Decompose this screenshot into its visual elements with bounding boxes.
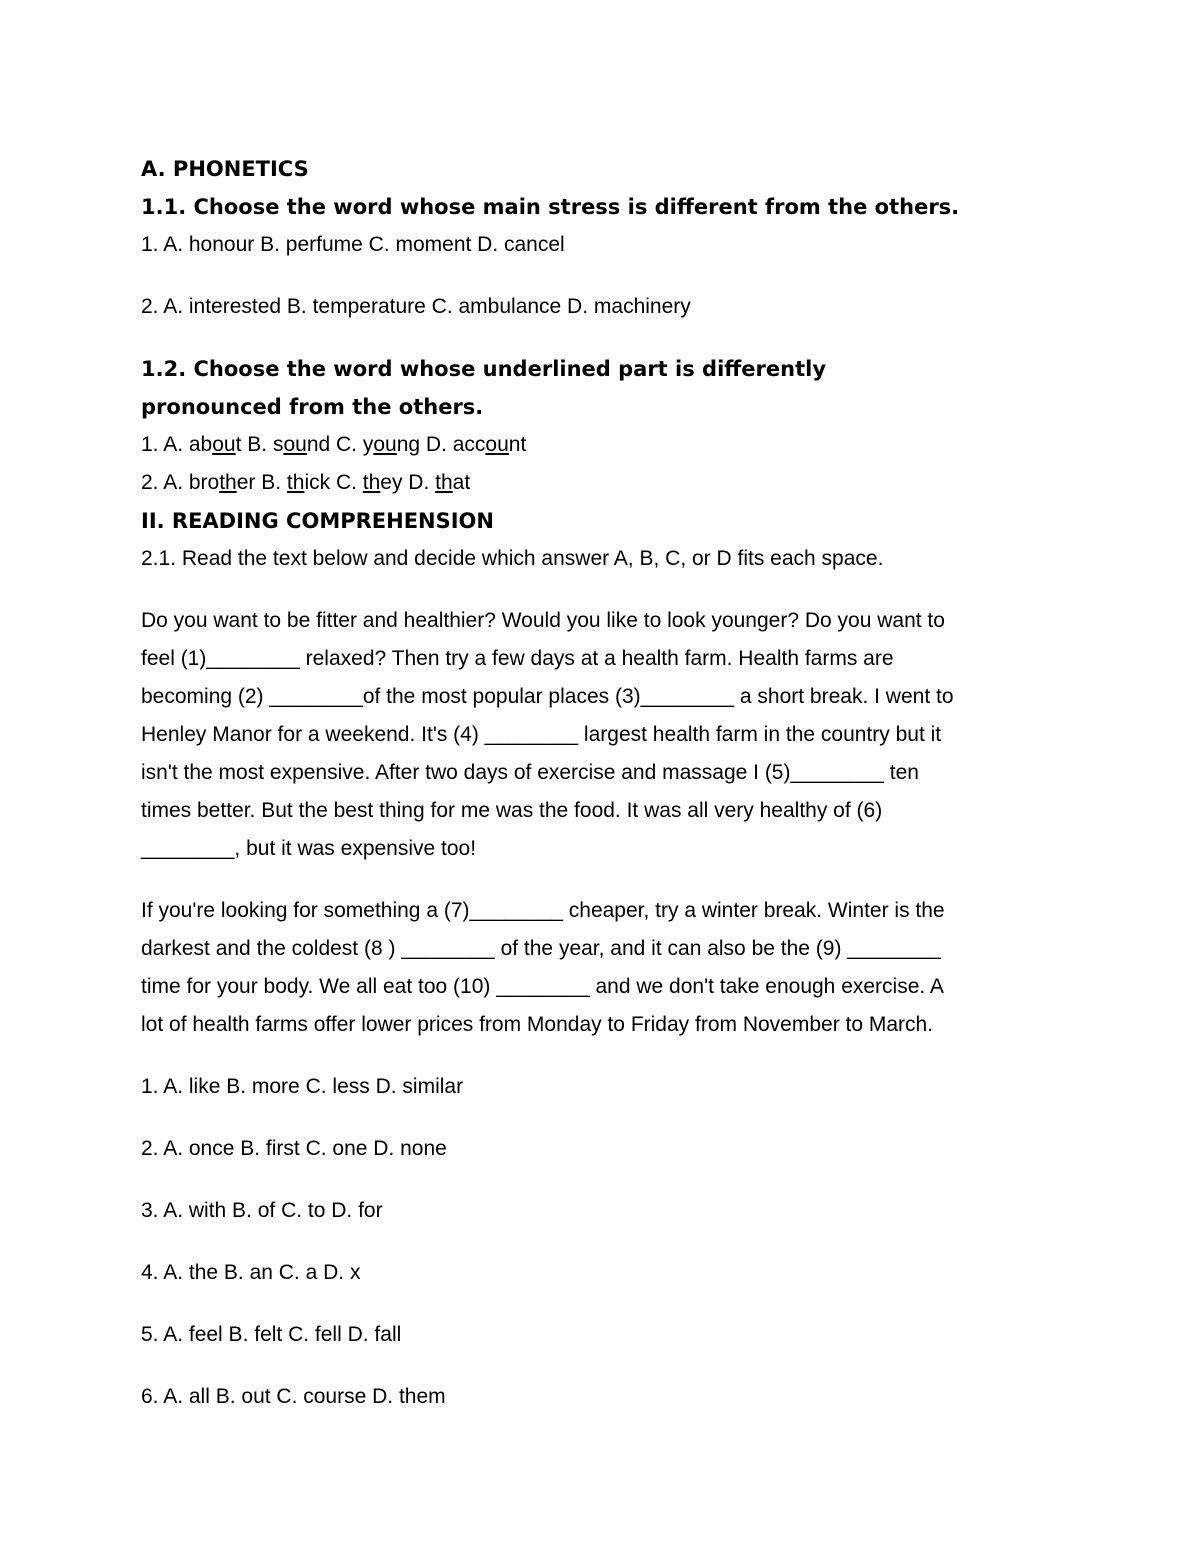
paragraph-line: lot of health farms offer lower prices from Monday to Friday from November to March. bbox=[141, 1013, 934, 1036]
q-text: 1. A. ab bbox=[141, 433, 213, 456]
paragraph-line: feel (1)________ relaxed? Then try a few days at a health farm. Health farms are bbox=[141, 647, 894, 670]
reading-paragraph-2 bbox=[141, 892, 1071, 1044]
q-text: t B. s bbox=[235, 433, 284, 456]
document-page bbox=[141, 150, 1071, 1416]
instruction-2-1: 2.1. Read the text below and decide which answer A, B, C, or D fits each space. bbox=[141, 547, 884, 570]
section-a-title: A. PHONETICS bbox=[141, 157, 309, 181]
underlined-part: ou bbox=[485, 433, 509, 456]
paragraph-line: time for your body. We all eat too (10) ________ and we don't take enough exercise. A bbox=[141, 975, 944, 998]
q-text: ey D. bbox=[380, 471, 436, 494]
underlined-part: ou bbox=[212, 433, 236, 456]
question-1-1-2: 2. A. interested B. temperature C. ambulance D. machinery bbox=[141, 295, 691, 318]
underlined-part: th bbox=[435, 471, 453, 494]
question-1-2-2 bbox=[141, 464, 1071, 502]
instruction-1-2-line2: pronounced from the others. bbox=[141, 395, 484, 419]
q-text: nt bbox=[508, 433, 527, 456]
q-text: at bbox=[452, 471, 471, 494]
paragraph-line: If you're looking for something a (7)________ cheaper, try a winter break. Winter is the bbox=[141, 899, 945, 922]
q-text: er B. bbox=[236, 471, 287, 494]
instruction-1-1: 1.1. Choose the word whose main stress is different from the others. bbox=[141, 195, 960, 219]
question-1-2-1 bbox=[141, 426, 1071, 464]
q-text: ng D. acc bbox=[396, 433, 486, 456]
paragraph-line: becoming (2) ________of the most popular places (3)________ a short break. I went to bbox=[141, 685, 954, 708]
q-text: nd C. y bbox=[306, 433, 374, 456]
option-line-3: 3. A. with B. of C. to D. for bbox=[141, 1199, 383, 1222]
paragraph-line: Do you want to be fitter and healthier? Would you like to look younger? Do you want to bbox=[141, 609, 945, 632]
q-text: 2. A. bro bbox=[141, 471, 220, 494]
option-line-2: 2. A. once B. first C. one D. none bbox=[141, 1137, 447, 1160]
section-ii-title: II. READING COMPREHENSION bbox=[141, 509, 494, 533]
underlined-part: th bbox=[362, 471, 381, 494]
underlined-part: th bbox=[286, 471, 305, 494]
paragraph-line: Henley Manor for a weekend. It's (4) ________ largest health farm in the country but it bbox=[141, 723, 942, 746]
option-line-6: 6. A. all B. out C. course D. them bbox=[141, 1385, 446, 1408]
option-line-4: 4. A. the B. an C. a D. x bbox=[141, 1261, 361, 1284]
question-1-1-1: 1. A. honour B. perfume C. moment D. cancel bbox=[141, 233, 565, 256]
paragraph-line: ________, but it was expensive too! bbox=[141, 837, 477, 860]
q-text: ick C. bbox=[304, 471, 363, 494]
underlined-part: ou bbox=[283, 433, 307, 456]
underlined-part: ou bbox=[373, 433, 397, 456]
option-line-1: 1. A. like B. more C. less D. similar bbox=[141, 1075, 464, 1098]
paragraph-line: darkest and the coldest (8 ) ________ of the year, and it can also be the (9) ________ bbox=[141, 937, 941, 960]
reading-paragraph-1 bbox=[141, 602, 1071, 868]
option-line-5: 5. A. feel B. felt C. fell D. fall bbox=[141, 1323, 402, 1346]
underlined-part: th bbox=[219, 471, 237, 494]
paragraph-line: isn't the most expensive. After two days of exercise and massage I (5)________ ten bbox=[141, 761, 919, 784]
instruction-1-2-line1: 1.2. Choose the word whose underlined part is differently bbox=[141, 357, 827, 381]
paragraph-line: times better. But the best thing for me was the food. It was all very healthy of (6) bbox=[141, 799, 883, 822]
